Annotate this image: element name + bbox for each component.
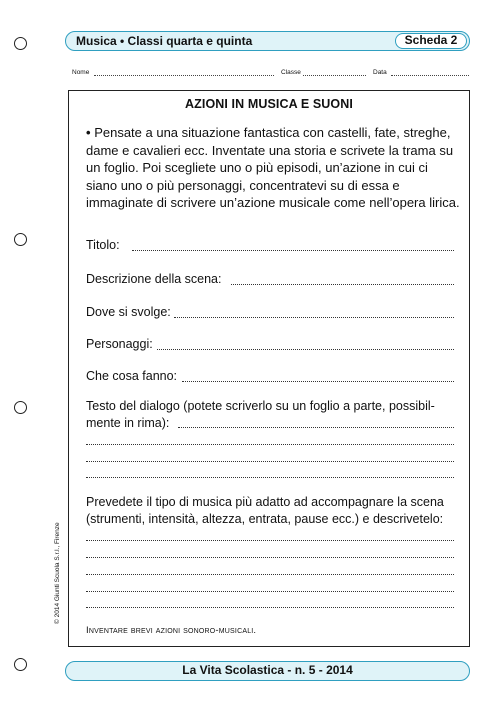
description-label: Descrizione della scena: [86,272,222,286]
instructions-text: Pensate a una situazione fantastica con castelli, fate, streghe, dame e cavalieri ecc. Inventate una storia e scrivete la trama su un foglio. Poi scegliete uno o più episodi, un’azione in cui ci siano uno o più personaggi, concentratevi su di essa e immaginate di scrivere un’azione musicale come nell’opera lirica. [86,125,460,210]
location-answer-line[interactable] [174,317,454,318]
actions-label: Che cosa fanno: [86,369,178,383]
activity-note: Inventare brevi azioni sonoro-musicali. [86,625,257,636]
characters-answer-line[interactable] [157,349,454,350]
music-answer-line-4[interactable] [86,591,454,592]
date-label: Data [373,69,387,76]
bullet-icon: • [86,125,91,140]
binder-hole-2 [14,233,27,246]
instructions [86,124,461,212]
dialogue-answer-line-2[interactable] [86,444,454,445]
copyright-note: © 2014 Giunti Scuola S.r.l., Firenze [54,522,61,624]
class-label: Classe [281,69,301,76]
dialogue-answer-line-3[interactable] [86,461,454,462]
title-label: Titolo: [86,238,120,252]
dialogue-answer-line-1[interactable] [178,427,454,428]
binder-hole-3 [14,401,27,414]
name-label: Nome [72,69,90,76]
actions-answer-line[interactable] [182,381,454,382]
binder-hole-1 [14,37,27,50]
date-field[interactable] [391,75,469,76]
characters-label: Personaggi: [86,337,153,351]
dialogue-answer-line-4[interactable] [86,477,454,478]
header-title: Musica • Classi quarta e quinta [76,34,253,48]
dialogue-prompt: Testo del dialogo (potete scriverlo su un foglio a parte, possibil-mente in rima): [86,399,435,430]
name-field[interactable] [94,75,274,76]
binder-hole-4 [14,658,27,671]
sheet-label: Scheda 2 [395,33,467,49]
header-bar [65,31,470,51]
music-answer-line-3[interactable] [86,574,454,575]
class-field[interactable] [303,75,366,76]
worksheet-title: AZIONI IN MUSICA E SUONI [185,97,353,111]
music-answer-line-2[interactable] [86,557,454,558]
title-answer-line[interactable] [132,250,454,251]
music-answer-line-1[interactable] [86,540,454,541]
music-answer-line-5[interactable] [86,607,454,608]
location-label: Dove si svolge: [86,305,171,319]
description-answer-line[interactable] [231,284,454,285]
footer-bar: La Vita Scolastica - n. 5 - 2014 [65,661,470,681]
music-prompt: Prevedete il tipo di musica più adatto ad accompagnare la scena (strumenti, intensità, altezza, entrata, pause ecc.) e descrivetelo: [86,495,444,526]
